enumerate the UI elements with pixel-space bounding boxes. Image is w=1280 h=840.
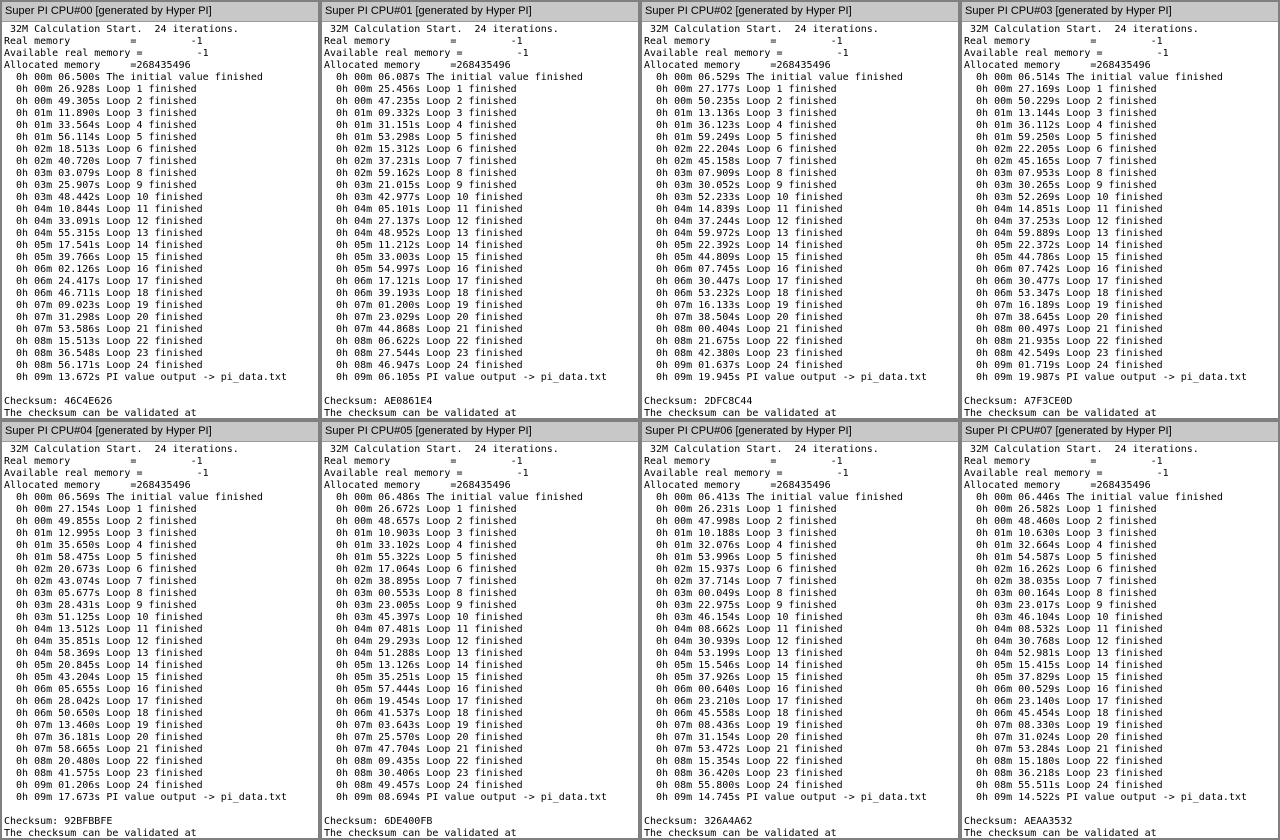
loop-line: 0h 04m 59.972s Loop 13 finished <box>644 228 843 239</box>
blank-line <box>964 804 1278 816</box>
header-line: 32M Calculation Start. 24 iterations. <box>644 444 879 455</box>
loop-line: 0h 08m 46.947s Loop 24 finished <box>324 360 523 371</box>
loop-line: 0h 05m 15.546s Loop 14 finished <box>644 660 843 671</box>
loop-line: 0h 05m 37.829s Loop 15 finished <box>964 672 1163 683</box>
loop-line: 0h 09m 19.945s PI value output -> pi_data.txt <box>644 372 927 383</box>
loop-line: 0h 02m 45.158s Loop 7 finished <box>644 156 837 167</box>
superpi-window-cpu00[interactable] <box>1 1 319 419</box>
validate-line: The checksum can be validated at <box>964 828 1157 839</box>
header-line: Available real memory = -1 <box>324 48 529 59</box>
console-output <box>2 442 318 839</box>
loop-line: 0h 04m 53.199s Loop 13 finished <box>644 648 843 659</box>
console-output <box>322 22 638 419</box>
loop-line: 0h 04m 48.952s Loop 13 finished <box>324 228 523 239</box>
loop-line: 0h 02m 22.204s Loop 6 finished <box>644 144 837 155</box>
loop-line: 0h 06m 50.650s Loop 18 finished <box>4 708 203 719</box>
loop-line: 0h 08m 36.420s Loop 23 finished <box>644 768 843 779</box>
loop-line: 0h 06m 02.126s Loop 16 finished <box>4 264 203 275</box>
superpi-window-cpu03[interactable] <box>961 1 1279 419</box>
header-line: 32M Calculation Start. 24 iterations. <box>324 444 559 455</box>
loop-line: 0h 05m 17.541s Loop 14 finished <box>4 240 203 251</box>
loop-line: 0h 01m 56.114s Loop 5 finished <box>4 132 197 143</box>
header-line: 32M Calculation Start. 24 iterations. <box>964 444 1199 455</box>
superpi-window-cpu05[interactable] <box>321 421 639 839</box>
window-title-bar[interactable]: Super PI CPU#03 [generated by Hyper PI] <box>962 2 1278 22</box>
header-line: Real memory = -1 <box>644 456 843 467</box>
console-output <box>962 22 1278 419</box>
loop-line: 0h 08m 41.575s Loop 23 finished <box>4 768 203 779</box>
loop-line: 0h 04m 14.839s Loop 11 finished <box>644 204 843 215</box>
loop-line: 0h 01m 32.076s Loop 4 finished <box>644 540 837 551</box>
loop-line: 0h 04m 35.851s Loop 12 finished <box>4 636 203 647</box>
loop-line: 0h 03m 23.005s Loop 9 finished <box>324 600 517 611</box>
validate-line: The checksum can be validated at <box>324 408 517 419</box>
loop-line: 0h 04m 08.662s Loop 11 finished <box>644 624 843 635</box>
loop-line: 0h 02m 16.262s Loop 6 finished <box>964 564 1157 575</box>
loop-line: 0h 09m 19.987s PI value output -> pi_data.txt <box>964 372 1247 383</box>
loop-line: 0h 05m 54.997s Loop 16 finished <box>324 264 523 275</box>
loop-line: 0h 03m 52.233s Loop 10 finished <box>644 192 843 203</box>
loop-line: 0h 03m 05.677s Loop 8 finished <box>4 588 197 599</box>
loop-line: 0h 03m 46.154s Loop 10 finished <box>644 612 843 623</box>
header-line: Real memory = -1 <box>644 36 843 47</box>
loop-line: 0h 07m 23.029s Loop 20 finished <box>324 312 523 323</box>
window-title-bar[interactable]: Super PI CPU#00 [generated by Hyper PI] <box>2 2 318 22</box>
validate-line: The checksum can be validated at <box>324 828 517 839</box>
loop-line: 0h 02m 40.720s Loop 7 finished <box>4 156 197 167</box>
loop-line: 0h 03m 22.975s Loop 9 finished <box>644 600 837 611</box>
loop-line: 0h 06m 53.232s Loop 18 finished <box>644 288 843 299</box>
validate-line: The checksum can be validated at <box>644 408 837 419</box>
loop-line: 0h 03m 00.553s Loop 8 finished <box>324 588 517 599</box>
loop-line: 0h 02m 45.165s Loop 7 finished <box>964 156 1157 167</box>
loop-line: 0h 01m 13.144s Loop 3 finished <box>964 108 1157 119</box>
blank-line <box>4 384 318 396</box>
loop-line: 0h 05m 44.786s Loop 15 finished <box>964 252 1163 263</box>
loop-line: 0h 03m 30.052s Loop 9 finished <box>644 180 837 191</box>
loop-line: 0h 00m 50.235s Loop 2 finished <box>644 96 837 107</box>
loop-line: 0h 07m 31.154s Loop 20 finished <box>644 732 843 743</box>
loop-line: 0h 00m 48.657s Loop 2 finished <box>324 516 517 527</box>
loop-line: 0h 06m 23.140s Loop 17 finished <box>964 696 1163 707</box>
loop-line: 0h 02m 59.162s Loop 8 finished <box>324 168 517 179</box>
loop-line: 0h 03m 21.015s Loop 9 finished <box>324 180 517 191</box>
loop-line: 0h 06m 53.347s Loop 18 finished <box>964 288 1163 299</box>
loop-line: 0h 09m 13.672s PI value output -> pi_data.txt <box>4 372 287 383</box>
loop-line: 0h 09m 14.522s PI value output -> pi_data.txt <box>964 792 1247 803</box>
loop-line: 0h 03m 52.269s Loop 10 finished <box>964 192 1163 203</box>
loop-line: 0h 01m 11.890s Loop 3 finished <box>4 108 197 119</box>
loop-line: 0h 05m 35.251s Loop 15 finished <box>324 672 523 683</box>
superpi-window-cpu04[interactable] <box>1 421 319 839</box>
validate-line: The checksum can be validated at <box>964 408 1157 419</box>
header-line: Allocated memory =268435496 <box>324 480 511 491</box>
loop-line: 0h 01m 59.249s Loop 5 finished <box>644 132 837 143</box>
loop-line: 0h 03m 46.104s Loop 10 finished <box>964 612 1163 623</box>
loop-line: 0h 02m 15.937s Loop 6 finished <box>644 564 837 575</box>
loop-line: 0h 08m 15.354s Loop 22 finished <box>644 756 843 767</box>
loop-line: 0h 01m 09.332s Loop 3 finished <box>324 108 517 119</box>
loop-line: 0h 04m 07.481s Loop 11 finished <box>324 624 523 635</box>
header-line: Allocated memory =268435496 <box>644 480 831 491</box>
loop-line: 0h 04m 59.889s Loop 13 finished <box>964 228 1163 239</box>
superpi-window-cpu07[interactable] <box>961 421 1279 839</box>
loop-line: 0h 07m 08.330s Loop 19 finished <box>964 720 1163 731</box>
loop-line: 0h 06m 07.742s Loop 16 finished <box>964 264 1163 275</box>
loop-line: 0h 07m 53.472s Loop 21 finished <box>644 744 843 755</box>
loop-line: 0h 07m 09.023s Loop 19 finished <box>4 300 203 311</box>
loop-line: 0h 00m 49.855s Loop 2 finished <box>4 516 197 527</box>
loop-line: 0h 00m 06.087s The initial value finished <box>324 72 583 83</box>
loop-line: 0h 06m 19.454s Loop 17 finished <box>324 696 523 707</box>
loop-line: 0h 06m 07.745s Loop 16 finished <box>644 264 843 275</box>
loop-line: 0h 05m 33.003s Loop 15 finished <box>324 252 523 263</box>
loop-line: 0h 01m 33.564s Loop 4 finished <box>4 120 197 131</box>
checksum-line: Checksum: 92BFBBFE <box>4 816 113 827</box>
header-line: Allocated memory =268435496 <box>644 60 831 71</box>
loop-line: 0h 07m 36.181s Loop 20 finished <box>4 732 203 743</box>
loop-line: 0h 07m 03.643s Loop 19 finished <box>324 720 523 731</box>
loop-line: 0h 02m 38.035s Loop 7 finished <box>964 576 1157 587</box>
console-output <box>2 22 318 419</box>
loop-line: 0h 08m 49.457s Loop 24 finished <box>324 780 523 791</box>
loop-line: 0h 08m 30.406s Loop 23 finished <box>324 768 523 779</box>
header-line: Allocated memory =268435496 <box>324 60 511 71</box>
loop-line: 0h 06m 30.477s Loop 17 finished <box>964 276 1163 287</box>
loop-line: 0h 00m 27.177s Loop 1 finished <box>644 84 837 95</box>
loop-line: 0h 04m 30.939s Loop 12 finished <box>644 636 843 647</box>
loop-line: 0h 03m 00.049s Loop 8 finished <box>644 588 837 599</box>
validate-line: The checksum can be validated at <box>4 828 197 839</box>
loop-line: 0h 04m 58.369s Loop 13 finished <box>4 648 203 659</box>
loop-line: 0h 07m 01.200s Loop 19 finished <box>324 300 523 311</box>
loop-line: 0h 04m 51.288s Loop 13 finished <box>324 648 523 659</box>
loop-line: 0h 05m 20.845s Loop 14 finished <box>4 660 203 671</box>
loop-line: 0h 03m 42.977s Loop 10 finished <box>324 192 523 203</box>
loop-line: 0h 05m 11.212s Loop 14 finished <box>324 240 523 251</box>
loop-line: 0h 00m 50.229s Loop 2 finished <box>964 96 1157 107</box>
loop-line: 0h 01m 53.996s Loop 5 finished <box>644 552 837 563</box>
loop-line: 0h 05m 37.926s Loop 15 finished <box>644 672 843 683</box>
loop-line: 0h 01m 31.151s Loop 4 finished <box>324 120 517 131</box>
loop-line: 0h 08m 21.935s Loop 22 finished <box>964 336 1163 347</box>
loop-line: 0h 01m 10.903s Loop 3 finished <box>324 528 517 539</box>
loop-line: 0h 01m 58.475s Loop 5 finished <box>4 552 197 563</box>
loop-line: 0h 00m 26.928s Loop 1 finished <box>4 84 197 95</box>
loop-line: 0h 06m 23.210s Loop 17 finished <box>644 696 843 707</box>
loop-line: 0h 04m 33.091s Loop 12 finished <box>4 216 203 227</box>
loop-line: 0h 07m 58.665s Loop 21 finished <box>4 744 203 755</box>
loop-line: 0h 02m 37.231s Loop 7 finished <box>324 156 517 167</box>
header-line: Allocated memory =268435496 <box>964 480 1151 491</box>
loop-line: 0h 05m 57.444s Loop 16 finished <box>324 684 523 695</box>
header-line: Available real memory = -1 <box>324 468 529 479</box>
loop-line: 0h 07m 16.133s Loop 19 finished <box>644 300 843 311</box>
loop-line: 0h 07m 53.284s Loop 21 finished <box>964 744 1163 755</box>
loop-line: 0h 04m 14.851s Loop 11 finished <box>964 204 1163 215</box>
loop-line: 0h 02m 43.074s Loop 7 finished <box>4 576 197 587</box>
header-line: Real memory = -1 <box>324 36 523 47</box>
loop-line: 0h 09m 01.637s Loop 24 finished <box>644 360 843 371</box>
loop-line: 0h 06m 45.454s Loop 18 finished <box>964 708 1163 719</box>
header-line: Available real memory = -1 <box>644 48 849 59</box>
console-output <box>322 442 638 839</box>
loop-line: 0h 02m 17.064s Loop 6 finished <box>324 564 517 575</box>
loop-line: 0h 08m 21.675s Loop 22 finished <box>644 336 843 347</box>
loop-line: 0h 07m 16.189s Loop 19 finished <box>964 300 1163 311</box>
loop-line: 0h 08m 00.404s Loop 21 finished <box>644 324 843 335</box>
loop-line: 0h 06m 45.558s Loop 18 finished <box>644 708 843 719</box>
loop-line: 0h 00m 06.529s The initial value finished <box>644 72 903 83</box>
header-line: Available real memory = -1 <box>4 468 209 479</box>
loop-line: 0h 02m 38.895s Loop 7 finished <box>324 576 517 587</box>
superpi-window-cpu02[interactable] <box>641 1 959 419</box>
checksum-line: Checksum: AE0861E4 <box>324 396 433 407</box>
checksum-line: Checksum: AEAA3532 <box>964 816 1073 827</box>
loop-line: 0h 01m 59.250s Loop 5 finished <box>964 132 1157 143</box>
loop-line: 0h 00m 26.582s Loop 1 finished <box>964 504 1157 515</box>
loop-line: 0h 08m 36.548s Loop 23 finished <box>4 348 203 359</box>
loop-line: 0h 07m 44.868s Loop 21 finished <box>324 324 523 335</box>
loop-line: 0h 01m 10.188s Loop 3 finished <box>644 528 837 539</box>
loop-line: 0h 00m 26.231s Loop 1 finished <box>644 504 837 515</box>
header-line: 32M Calculation Start. 24 iterations. <box>324 24 559 35</box>
loop-line: 0h 04m 13.512s Loop 11 finished <box>4 624 203 635</box>
header-line: Available real memory = -1 <box>964 48 1169 59</box>
header-line: Available real memory = -1 <box>964 468 1169 479</box>
loop-line: 0h 09m 08.694s PI value output -> pi_data.txt <box>324 792 607 803</box>
header-line: Allocated memory =268435496 <box>964 60 1151 71</box>
loop-line: 0h 04m 29.293s Loop 12 finished <box>324 636 523 647</box>
loop-line: 0h 01m 32.664s Loop 4 finished <box>964 540 1157 551</box>
checksum-line: Checksum: 6DE400FB <box>324 816 433 827</box>
loop-line: 0h 04m 08.532s Loop 11 finished <box>964 624 1163 635</box>
loop-line: 0h 00m 06.514s The initial value finished <box>964 72 1223 83</box>
loop-line: 0h 03m 07.953s Loop 8 finished <box>964 168 1157 179</box>
loop-line: 0h 03m 23.017s Loop 9 finished <box>964 600 1157 611</box>
loop-line: 0h 05m 43.204s Loop 15 finished <box>4 672 203 683</box>
loop-line: 0h 04m 05.101s Loop 11 finished <box>324 204 523 215</box>
blank-line <box>4 804 318 816</box>
header-line: Available real memory = -1 <box>4 48 209 59</box>
loop-line: 0h 05m 13.126s Loop 14 finished <box>324 660 523 671</box>
loop-line: 0h 06m 24.417s Loop 17 finished <box>4 276 203 287</box>
loop-line: 0h 08m 55.800s Loop 24 finished <box>644 780 843 791</box>
loop-line: 0h 01m 36.123s Loop 4 finished <box>644 120 837 131</box>
loop-line: 0h 08m 06.622s Loop 22 finished <box>324 336 523 347</box>
blank-line <box>324 384 638 396</box>
loop-line: 0h 07m 47.704s Loop 21 finished <box>324 744 523 755</box>
loop-line: 0h 09m 17.673s PI value output -> pi_data.txt <box>4 792 287 803</box>
loop-line: 0h 02m 22.205s Loop 6 finished <box>964 144 1157 155</box>
loop-line: 0h 07m 13.460s Loop 19 finished <box>4 720 203 731</box>
window-title-bar[interactable]: Super PI CPU#01 [generated by Hyper PI] <box>322 2 638 22</box>
loop-line: 0h 04m 55.315s Loop 13 finished <box>4 228 203 239</box>
loop-line: 0h 09m 14.745s PI value output -> pi_data.txt <box>644 792 927 803</box>
loop-line: 0h 02m 18.513s Loop 6 finished <box>4 144 197 155</box>
header-line: Real memory = -1 <box>964 456 1163 467</box>
checksum-line: Checksum: 326A4A62 <box>644 816 753 827</box>
loop-line: 0h 06m 30.447s Loop 17 finished <box>644 276 843 287</box>
blank-line <box>644 384 958 396</box>
validate-line: The checksum can be validated at <box>4 408 197 419</box>
superpi-window-cpu06[interactable] <box>641 421 959 839</box>
loop-line: 0h 04m 27.137s Loop 12 finished <box>324 216 523 227</box>
loop-line: 0h 08m 56.171s Loop 24 finished <box>4 360 203 371</box>
header-line: Real memory = -1 <box>4 36 203 47</box>
loop-line: 0h 08m 15.180s Loop 22 finished <box>964 756 1163 767</box>
loop-line: 0h 07m 08.436s Loop 19 finished <box>644 720 843 731</box>
loop-line: 0h 08m 27.544s Loop 23 finished <box>324 348 523 359</box>
loop-line: 0h 04m 30.768s Loop 12 finished <box>964 636 1163 647</box>
loop-line: 0h 06m 39.193s Loop 18 finished <box>324 288 523 299</box>
window-title-bar[interactable]: Super PI CPU#05 [generated by Hyper PI] <box>322 422 638 442</box>
loop-line: 0h 06m 00.529s Loop 16 finished <box>964 684 1163 695</box>
loop-line: 0h 05m 22.372s Loop 14 finished <box>964 240 1163 251</box>
loop-line: 0h 09m 01.206s Loop 24 finished <box>4 780 203 791</box>
loop-line: 0h 08m 36.218s Loop 23 finished <box>964 768 1163 779</box>
loop-line: 0h 01m 13.136s Loop 3 finished <box>644 108 837 119</box>
loop-line: 0h 07m 25.570s Loop 20 finished <box>324 732 523 743</box>
loop-line: 0h 08m 42.549s Loop 23 finished <box>964 348 1163 359</box>
loop-line: 0h 00m 26.672s Loop 1 finished <box>324 504 517 515</box>
header-line: Real memory = -1 <box>4 456 203 467</box>
loop-line: 0h 07m 31.298s Loop 20 finished <box>4 312 203 323</box>
checksum-line: Checksum: A7F3CE0D <box>964 396 1073 407</box>
blank-line <box>644 804 958 816</box>
loop-line: 0h 08m 15.513s Loop 22 finished <box>4 336 203 347</box>
loop-line: 0h 00m 25.456s Loop 1 finished <box>324 84 517 95</box>
window-title-bar[interactable]: Super PI CPU#07 [generated by Hyper PI] <box>962 422 1278 442</box>
loop-line: 0h 06m 46.711s Loop 18 finished <box>4 288 203 299</box>
loop-line: 0h 00m 47.998s Loop 2 finished <box>644 516 837 527</box>
loop-line: 0h 02m 15.312s Loop 6 finished <box>324 144 517 155</box>
loop-line: 0h 00m 06.446s The initial value finished <box>964 492 1223 503</box>
loop-line: 0h 04m 52.981s Loop 13 finished <box>964 648 1163 659</box>
loop-line: 0h 03m 45.397s Loop 10 finished <box>324 612 523 623</box>
loop-line: 0h 00m 48.460s Loop 2 finished <box>964 516 1157 527</box>
loop-line: 0h 03m 51.125s Loop 10 finished <box>4 612 203 623</box>
loop-line: 0h 00m 49.305s Loop 2 finished <box>4 96 197 107</box>
loop-line: 0h 03m 48.442s Loop 10 finished <box>4 192 203 203</box>
loop-line: 0h 02m 20.673s Loop 6 finished <box>4 564 197 575</box>
loop-line: 0h 04m 10.844s Loop 11 finished <box>4 204 203 215</box>
loop-line: 0h 07m 38.504s Loop 20 finished <box>644 312 843 323</box>
loop-line: 0h 01m 53.298s Loop 5 finished <box>324 132 517 143</box>
header-line: Allocated memory =268435496 <box>4 60 191 71</box>
header-line: 32M Calculation Start. 24 iterations. <box>964 24 1199 35</box>
window-title-bar[interactable]: Super PI CPU#02 [generated by Hyper PI] <box>642 2 958 22</box>
loop-line: 0h 09m 01.719s Loop 24 finished <box>964 360 1163 371</box>
header-line: 32M Calculation Start. 24 iterations. <box>4 444 239 455</box>
loop-line: 0h 03m 07.909s Loop 8 finished <box>644 168 837 179</box>
blank-line <box>324 804 638 816</box>
loop-line: 0h 06m 17.121s Loop 17 finished <box>324 276 523 287</box>
header-line: Real memory = -1 <box>324 456 523 467</box>
loop-line: 0h 06m 05.655s Loop 16 finished <box>4 684 203 695</box>
loop-line: 0h 03m 28.431s Loop 9 finished <box>4 600 197 611</box>
header-line: Real memory = -1 <box>964 36 1163 47</box>
loop-line: 0h 08m 00.497s Loop 21 finished <box>964 324 1163 335</box>
loop-line: 0h 08m 55.511s Loop 24 finished <box>964 780 1163 791</box>
loop-line: 0h 06m 28.042s Loop 17 finished <box>4 696 203 707</box>
loop-line: 0h 01m 35.650s Loop 4 finished <box>4 540 197 551</box>
loop-line: 0h 06m 00.640s Loop 16 finished <box>644 684 843 695</box>
loop-line: 0h 05m 39.766s Loop 15 finished <box>4 252 203 263</box>
console-output <box>642 22 958 419</box>
header-line: Allocated memory =268435496 <box>4 480 191 491</box>
loop-line: 0h 08m 42.380s Loop 23 finished <box>644 348 843 359</box>
loop-line: 0h 07m 53.586s Loop 21 finished <box>4 324 203 335</box>
loop-line: 0h 03m 25.907s Loop 9 finished <box>4 180 197 191</box>
window-title-bar[interactable]: Super PI CPU#04 [generated by Hyper PI] <box>2 422 318 442</box>
loop-line: 0h 01m 12.995s Loop 3 finished <box>4 528 197 539</box>
header-line: Available real memory = -1 <box>644 468 849 479</box>
loop-line: 0h 08m 20.480s Loop 22 finished <box>4 756 203 767</box>
loop-line: 0h 00m 06.486s The initial value finished <box>324 492 583 503</box>
loop-line: 0h 00m 06.500s The initial value finished <box>4 72 263 83</box>
loop-line: 0h 03m 30.265s Loop 9 finished <box>964 180 1157 191</box>
superpi-window-cpu01[interactable] <box>321 1 639 419</box>
loop-line: 0h 09m 06.105s PI value output -> pi_data.txt <box>324 372 607 383</box>
loop-line: 0h 04m 37.244s Loop 12 finished <box>644 216 843 227</box>
loop-line: 0h 05m 44.809s Loop 15 finished <box>644 252 843 263</box>
loop-line: 0h 03m 03.079s Loop 8 finished <box>4 168 197 179</box>
header-line: 32M Calculation Start. 24 iterations. <box>644 24 879 35</box>
loop-line: 0h 05m 15.415s Loop 14 finished <box>964 660 1163 671</box>
checksum-line: Checksum: 46C4E626 <box>4 396 113 407</box>
validate-line: The checksum can be validated at <box>644 828 837 839</box>
loop-line: 0h 06m 41.537s Loop 18 finished <box>324 708 523 719</box>
loop-line: 0h 05m 22.392s Loop 14 finished <box>644 240 843 251</box>
loop-line: 0h 01m 36.112s Loop 4 finished <box>964 120 1157 131</box>
loop-line: 0h 00m 06.569s The initial value finished <box>4 492 263 503</box>
loop-line: 0h 00m 27.154s Loop 1 finished <box>4 504 197 515</box>
loop-line: 0h 07m 38.645s Loop 20 finished <box>964 312 1163 323</box>
header-line: 32M Calculation Start. 24 iterations. <box>4 24 239 35</box>
window-title-bar[interactable]: Super PI CPU#06 [generated by Hyper PI] <box>642 422 958 442</box>
loop-line: 0h 02m 37.714s Loop 7 finished <box>644 576 837 587</box>
checksum-line: Checksum: 2DFC8C44 <box>644 396 753 407</box>
loop-line: 0h 03m 00.164s Loop 8 finished <box>964 588 1157 599</box>
loop-line: 0h 07m 31.024s Loop 20 finished <box>964 732 1163 743</box>
loop-line: 0h 01m 55.322s Loop 5 finished <box>324 552 517 563</box>
loop-line: 0h 00m 06.413s The initial value finished <box>644 492 903 503</box>
loop-line: 0h 08m 09.435s Loop 22 finished <box>324 756 523 767</box>
loop-line: 0h 00m 27.169s Loop 1 finished <box>964 84 1157 95</box>
blank-line <box>964 384 1278 396</box>
loop-line: 0h 01m 10.630s Loop 3 finished <box>964 528 1157 539</box>
console-output <box>962 442 1278 839</box>
console-output <box>642 442 958 839</box>
loop-line: 0h 04m 37.253s Loop 12 finished <box>964 216 1163 227</box>
loop-line: 0h 00m 47.235s Loop 2 finished <box>324 96 517 107</box>
loop-line: 0h 01m 33.102s Loop 4 finished <box>324 540 517 551</box>
loop-line: 0h 01m 54.587s Loop 5 finished <box>964 552 1157 563</box>
